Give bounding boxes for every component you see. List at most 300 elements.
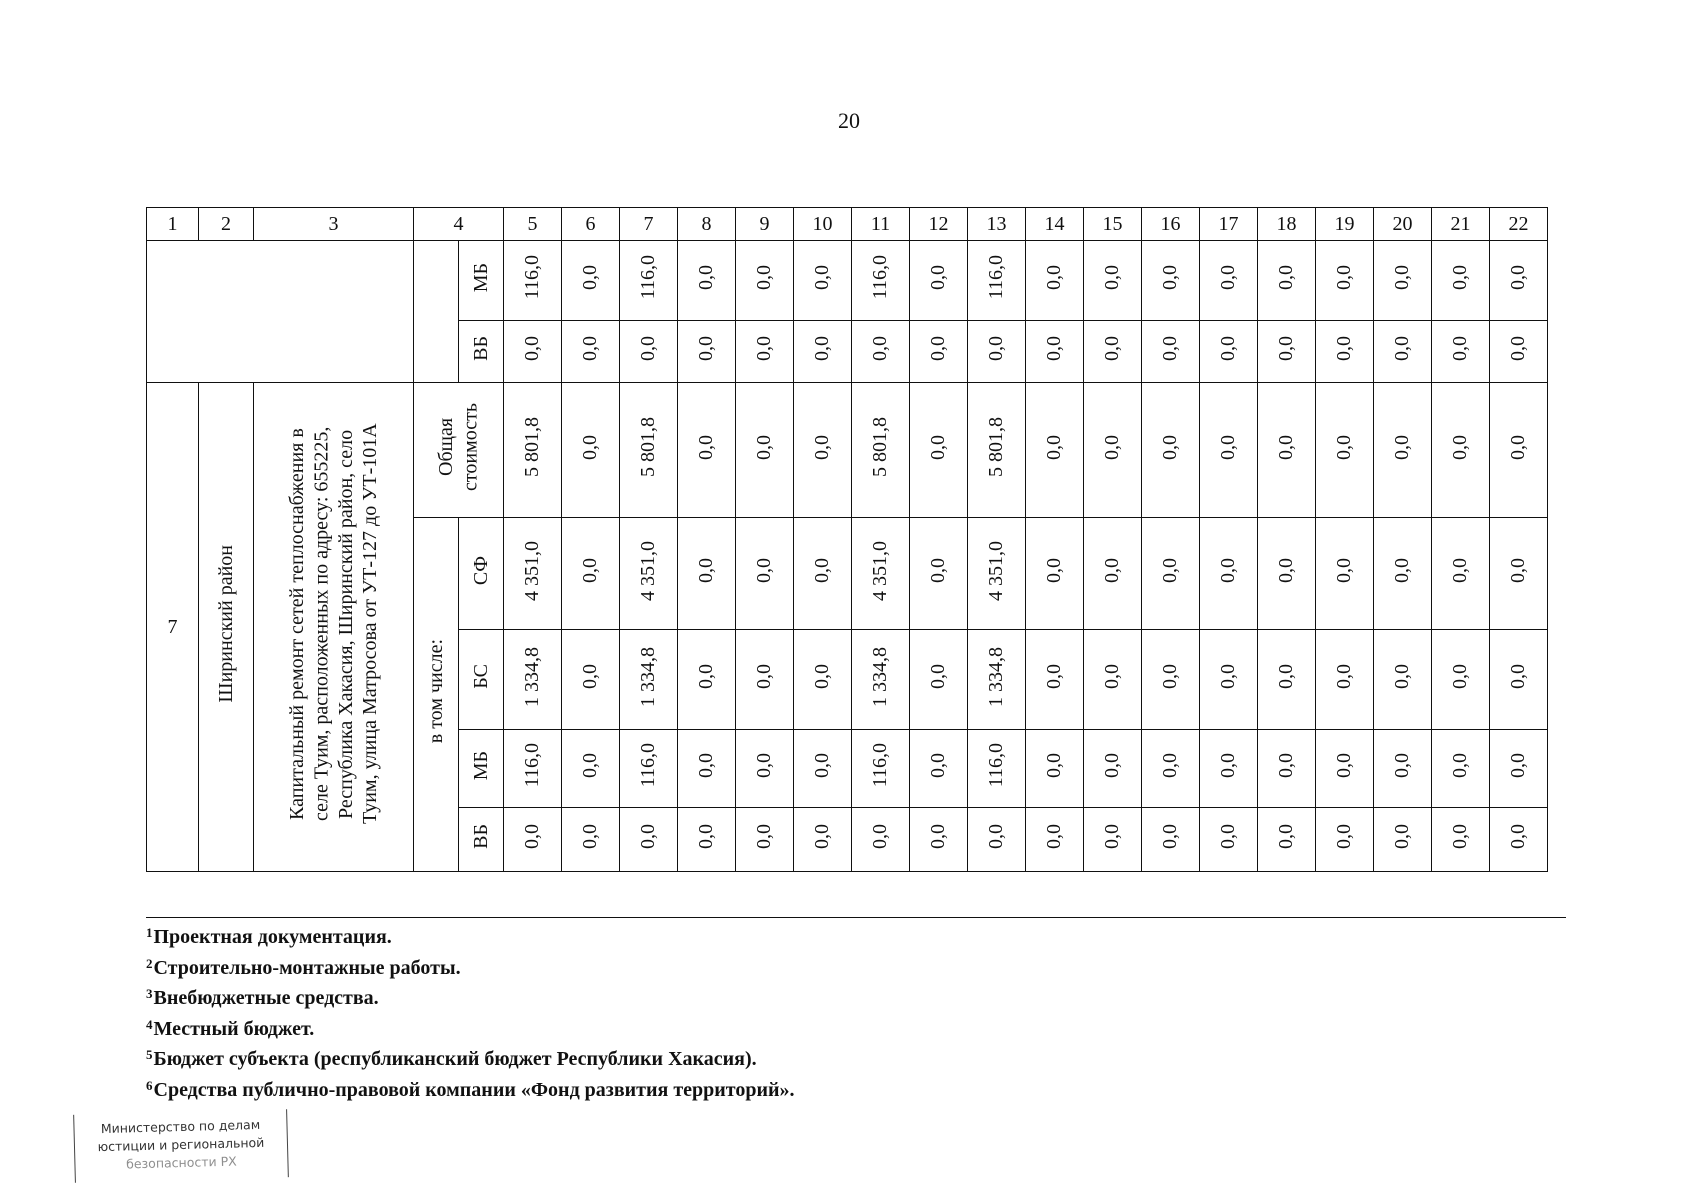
value-cell	[562, 383, 620, 518]
cell-value: 0,0	[1275, 664, 1297, 689]
cell-value: 0,0	[1391, 265, 1413, 290]
value-cell	[910, 730, 968, 808]
cell-value: 0,0	[1217, 753, 1239, 778]
cell-value: 0,0	[1333, 664, 1355, 689]
value-cell	[620, 518, 678, 630]
cell-value: 0,0	[1275, 336, 1297, 361]
column-header: 12	[910, 208, 968, 241]
column-header: 7	[620, 208, 678, 241]
funding-label-cell	[459, 630, 504, 730]
footnote-mark: 4	[146, 1016, 153, 1032]
value-cell	[852, 630, 910, 730]
value-cell	[1374, 241, 1432, 321]
value-cell	[736, 383, 794, 518]
cell-value: 0,0	[869, 336, 891, 361]
funding-label-cell	[459, 518, 504, 630]
cell-value: 0,0	[1101, 336, 1123, 361]
column-header: 10	[794, 208, 852, 241]
cell-value: 1 334,8	[985, 646, 1007, 707]
cell-value: 0,0	[1449, 265, 1471, 290]
value-cell	[910, 321, 968, 383]
value-cell	[620, 730, 678, 808]
value-cell	[1258, 383, 1316, 518]
cell-value: 0,0	[695, 664, 717, 689]
cell-value: 0,0	[753, 434, 775, 460]
cell-value: 0,0	[1043, 753, 1065, 778]
value-cell	[910, 808, 968, 872]
cell-value: 0,0	[1507, 753, 1529, 778]
cell-value: 0,0	[1101, 265, 1123, 290]
footnote-mark: 2	[146, 955, 153, 971]
funding-label: ВБ	[469, 336, 492, 361]
funding-label-cell	[459, 730, 504, 808]
cell-value: 0,0	[1333, 824, 1355, 849]
cell-value: 0,0	[927, 434, 949, 460]
value-cell	[1200, 383, 1258, 518]
column-header: 1	[147, 208, 199, 241]
footnote-mark: 5	[146, 1047, 153, 1062]
value-cell	[1490, 518, 1548, 630]
value-cell	[794, 383, 852, 518]
cell-value: 0,0	[985, 336, 1007, 361]
cell-value: 0,0	[579, 824, 601, 849]
value-cell	[968, 321, 1026, 383]
value-cell	[678, 518, 736, 630]
table-row	[147, 241, 1548, 321]
column-header: 15	[1084, 208, 1142, 241]
value-cell	[562, 808, 620, 872]
value-cell	[1258, 321, 1316, 383]
funding-label: БС	[469, 664, 492, 689]
cell-value: 0,0	[811, 558, 833, 583]
value-cell	[504, 241, 562, 321]
column-header: 2	[199, 208, 254, 241]
column-header: 3	[254, 208, 414, 241]
stamp-line-3: безопасности РХ	[125, 1153, 237, 1172]
column-header: 11	[852, 208, 910, 241]
value-cell	[1200, 518, 1258, 630]
footnote-text: Внебюджетные средства.	[153, 987, 379, 1009]
value-cell	[1026, 383, 1084, 518]
value-cell	[1026, 518, 1084, 630]
value-cell	[562, 630, 620, 730]
cell-value: 116,0	[869, 743, 891, 788]
value-cell	[1200, 241, 1258, 321]
funding-label: СФ	[469, 555, 492, 586]
value-cell	[1316, 383, 1374, 518]
column-header: 18	[1258, 208, 1316, 241]
ministry-stamp	[73, 1109, 289, 1183]
value-cell	[968, 630, 1026, 730]
cell-value: 0,0	[753, 336, 775, 361]
value-cell	[1316, 321, 1374, 383]
value-cell	[910, 518, 968, 630]
value-cell	[1258, 241, 1316, 321]
cell-value: 0,0	[695, 753, 717, 778]
value-cell	[1316, 518, 1374, 630]
cell-value: 0,0	[927, 558, 949, 583]
funding-label-cell	[459, 808, 504, 872]
value-cell	[1490, 808, 1548, 872]
cell-value: 0,0	[1217, 664, 1239, 689]
value-cell	[504, 630, 562, 730]
cell-value: 0,0	[1391, 558, 1413, 583]
cell-value: 0,0	[869, 824, 891, 849]
total-cost-label: Общая стоимость	[435, 403, 482, 491]
cell-value: 0,0	[1333, 265, 1355, 290]
value-cell	[1142, 241, 1200, 321]
cell-value: 0,0	[1217, 824, 1239, 849]
cell-value: 0,0	[811, 824, 833, 849]
footnote-mark: 1	[146, 925, 153, 940]
footnote	[146, 1073, 795, 1104]
value-cell	[1142, 630, 1200, 730]
cell-value: 0,0	[1217, 336, 1239, 361]
footnotes	[146, 920, 795, 1103]
value-cell	[1374, 730, 1432, 808]
value-cell	[968, 383, 1026, 518]
column-header: 13	[968, 208, 1026, 241]
cell-value: 0,0	[1449, 824, 1471, 849]
value-cell	[504, 518, 562, 630]
value-cell	[852, 808, 910, 872]
footnote-text: Строительно-монтажные работы.	[153, 956, 461, 979]
funding-label-cell	[459, 241, 504, 321]
including-label-cell	[414, 518, 459, 872]
cell-value: 0,0	[1101, 824, 1123, 849]
footnote-text: Средства публично-правовой компании «Фонд развития территорий».	[153, 1078, 795, 1101]
value-cell	[1490, 630, 1548, 730]
value-cell	[1432, 630, 1490, 730]
value-cell	[736, 808, 794, 872]
cell-value: 0,0	[1217, 434, 1239, 460]
cell-value: 0,0	[695, 336, 717, 361]
cell-value: 1 334,8	[637, 646, 659, 707]
value-cell	[1316, 630, 1374, 730]
table-row-total	[147, 383, 1548, 518]
value-cell	[736, 321, 794, 383]
value-cell	[562, 321, 620, 383]
cell-value: 0,0	[1391, 336, 1413, 361]
value-cell	[1432, 808, 1490, 872]
value-cell	[1432, 730, 1490, 808]
value-cell	[968, 808, 1026, 872]
footnote-mark: 6	[146, 1077, 153, 1093]
cell-value: 0,0	[1449, 336, 1471, 361]
stamp-line-1: Министерство по делам	[100, 1116, 261, 1137]
funding-label: МБ	[469, 262, 492, 293]
value-cell	[1026, 321, 1084, 383]
cell-value: 0,0	[1507, 336, 1529, 361]
cell-value: 0,0	[1275, 265, 1297, 290]
cell-value: 0,0	[579, 753, 601, 778]
value-cell	[910, 383, 968, 518]
value-cell	[1432, 321, 1490, 383]
cell-value: 0,0	[753, 558, 775, 583]
column-header: 21	[1432, 208, 1490, 241]
value-cell	[504, 808, 562, 872]
value-cell	[678, 630, 736, 730]
funding-label: ВБ	[469, 824, 492, 849]
value-cell	[1026, 630, 1084, 730]
value-cell	[1374, 630, 1432, 730]
cell-value: 0,0	[579, 434, 601, 460]
value-cell	[1490, 321, 1548, 383]
budget-table	[146, 207, 1548, 872]
cell-value: 0,0	[1391, 753, 1413, 778]
cell-value: 0,0	[695, 824, 717, 849]
cell-value: 0,0	[1275, 824, 1297, 849]
cell-value: 0,0	[811, 434, 833, 460]
cell-value: 5 801,8	[637, 417, 659, 477]
value-cell	[968, 730, 1026, 808]
value-cell	[852, 241, 910, 321]
value-cell	[1084, 518, 1142, 630]
value-cell	[1084, 321, 1142, 383]
value-cell	[1026, 241, 1084, 321]
cell-value: 0,0	[1507, 434, 1529, 460]
cell-value: 0,0	[753, 265, 775, 290]
cell-value: 0,0	[1507, 664, 1529, 689]
cell-value: 0,0	[1391, 664, 1413, 689]
value-cell	[1432, 241, 1490, 321]
cell-value: 0,0	[521, 336, 543, 361]
funding-label-cell	[459, 321, 504, 383]
value-cell	[852, 321, 910, 383]
cell-value: 116,0	[985, 255, 1007, 300]
value-cell	[1432, 383, 1490, 518]
cell-value: 0,0	[927, 336, 949, 361]
value-cell	[678, 730, 736, 808]
footnote-rule	[146, 917, 1566, 918]
cell-value: 5 801,8	[869, 417, 891, 477]
value-cell	[678, 321, 736, 383]
cell-value: 0,0	[811, 664, 833, 689]
cell-value: 116,0	[869, 255, 891, 300]
column-header: 20	[1374, 208, 1432, 241]
value-cell	[1142, 518, 1200, 630]
cell-value: 0,0	[1159, 434, 1181, 460]
footnote	[146, 1042, 795, 1073]
cell-value: 0,0	[1101, 558, 1123, 583]
cell-value: 0,0	[1217, 265, 1239, 290]
value-cell	[1084, 808, 1142, 872]
value-cell	[1026, 730, 1084, 808]
cell-value: 0,0	[1449, 558, 1471, 583]
value-cell	[1490, 241, 1548, 321]
project-description: Капитальный ремонт сетей теплоснабжения в селе Туим, расположенных по адресу: 655225, Республика Хакасия, Ширинский район, село Туим, улица Матросова от УТ-127 до УТ-101А	[285, 423, 381, 825]
value-cell	[794, 321, 852, 383]
footnote	[146, 981, 795, 1012]
cell-value: 116,0	[521, 743, 543, 788]
blank-cell	[147, 241, 414, 383]
value-cell	[1258, 630, 1316, 730]
cell-value: 0,0	[1391, 434, 1413, 460]
funding-label: МБ	[469, 750, 492, 781]
stamp-line-2: юстиции и региональной	[97, 1134, 265, 1155]
cell-value: 116,0	[637, 255, 659, 300]
value-cell	[1316, 241, 1374, 321]
cell-value: 0,0	[1101, 753, 1123, 778]
value-cell	[562, 518, 620, 630]
cell-value: 0,0	[1333, 336, 1355, 361]
cell-value: 116,0	[521, 255, 543, 300]
cell-value: 4 351,0	[637, 540, 659, 601]
column-header: 5	[504, 208, 562, 241]
cell-value: 4 351,0	[521, 540, 543, 601]
value-cell	[678, 808, 736, 872]
cell-value: 0,0	[753, 824, 775, 849]
cell-value: 0,0	[1217, 558, 1239, 583]
column-header: 17	[1200, 208, 1258, 241]
cell-value: 0,0	[1159, 558, 1181, 583]
cell-value: 0,0	[1275, 558, 1297, 583]
cell-value: 0,0	[1043, 434, 1065, 460]
cell-value: 0,0	[1159, 336, 1181, 361]
value-cell	[852, 730, 910, 808]
cell-value: 0,0	[579, 265, 601, 290]
blank-cell	[414, 241, 459, 383]
cell-value: 0,0	[1333, 434, 1355, 460]
cell-value: 0,0	[1507, 824, 1529, 849]
total-label-cell	[414, 383, 504, 518]
cell-value: 0,0	[1449, 434, 1471, 460]
cell-value: 0,0	[927, 753, 949, 778]
cell-value: 0,0	[753, 753, 775, 778]
cell-value: 0,0	[927, 265, 949, 290]
cell-value: 0,0	[1101, 664, 1123, 689]
value-cell	[968, 241, 1026, 321]
value-cell	[794, 808, 852, 872]
footnote	[146, 920, 795, 951]
cell-value: 0,0	[1391, 824, 1413, 849]
value-cell	[1142, 383, 1200, 518]
value-cell	[562, 730, 620, 808]
cell-value: 0,0	[695, 265, 717, 290]
cell-value: 0,0	[1507, 265, 1529, 290]
cell-value: 0,0	[1043, 824, 1065, 849]
value-cell	[620, 241, 678, 321]
cell-value: 0,0	[1333, 753, 1355, 778]
cell-value: 0,0	[1101, 434, 1123, 460]
value-cell	[1142, 808, 1200, 872]
footnote	[146, 951, 795, 982]
cell-value: 0,0	[695, 434, 717, 460]
cell-value: 0,0	[1449, 664, 1471, 689]
value-cell	[1200, 808, 1258, 872]
cell-value: 0,0	[1507, 558, 1529, 583]
cell-value: 0,0	[811, 336, 833, 361]
value-cell	[1084, 630, 1142, 730]
value-cell	[620, 321, 678, 383]
value-cell	[1258, 808, 1316, 872]
value-cell	[794, 241, 852, 321]
cell-value: 0,0	[1159, 824, 1181, 849]
cell-value: 0,0	[1159, 265, 1181, 290]
cell-value: 5 801,8	[985, 417, 1007, 477]
value-cell	[1200, 321, 1258, 383]
column-header: 22	[1490, 208, 1548, 241]
column-header: 19	[1316, 208, 1374, 241]
district-cell	[199, 383, 254, 872]
cell-value: 0,0	[753, 664, 775, 689]
value-cell	[678, 383, 736, 518]
cell-value: 0,0	[1043, 664, 1065, 689]
value-cell	[910, 241, 968, 321]
value-cell	[736, 241, 794, 321]
value-cell	[852, 518, 910, 630]
cell-value: 0,0	[1159, 664, 1181, 689]
value-cell	[1200, 630, 1258, 730]
cell-value: 5 801,8	[521, 417, 543, 477]
value-cell	[1026, 808, 1084, 872]
column-header: 16	[1142, 208, 1200, 241]
cell-value: 1 334,8	[521, 646, 543, 707]
cell-value: 4 351,0	[869, 540, 891, 601]
cell-value: 1 334,8	[869, 646, 891, 707]
cell-value: 0,0	[1043, 558, 1065, 583]
column-header: 6	[562, 208, 620, 241]
cell-value: 0,0	[579, 336, 601, 361]
value-cell	[620, 808, 678, 872]
value-cell	[910, 630, 968, 730]
value-cell	[1374, 518, 1432, 630]
column-header: 4	[414, 208, 504, 241]
value-cell	[1258, 730, 1316, 808]
column-header: 8	[678, 208, 736, 241]
value-cell	[504, 730, 562, 808]
value-cell	[968, 518, 1026, 630]
cell-value: 0,0	[985, 824, 1007, 849]
value-cell	[1316, 808, 1374, 872]
footnote-mark: 3	[146, 986, 153, 1001]
value-cell	[504, 321, 562, 383]
footnote-text: Местный бюджет.	[153, 1017, 315, 1040]
description-cell	[254, 383, 414, 872]
value-cell	[794, 630, 852, 730]
value-cell	[562, 241, 620, 321]
value-cell	[1490, 383, 1548, 518]
cell-value: 0,0	[579, 558, 601, 583]
value-cell	[1084, 383, 1142, 518]
cell-value: 0,0	[695, 558, 717, 583]
column-header: 9	[736, 208, 794, 241]
cell-value: 0,0	[1159, 753, 1181, 778]
cell-value: 116,0	[637, 743, 659, 788]
cell-value: 0,0	[1275, 434, 1297, 460]
value-cell	[736, 518, 794, 630]
cell-value: 0,0	[1449, 753, 1471, 778]
value-cell	[1142, 321, 1200, 383]
footnote-text: Бюджет субъекта (республиканский бюджет Республики Хакасия).	[153, 1048, 757, 1070]
page-number: 20	[838, 108, 860, 133]
cell-value: 0,0	[579, 664, 601, 689]
header-row	[147, 208, 1548, 241]
value-cell	[678, 241, 736, 321]
value-cell	[1084, 730, 1142, 808]
value-cell	[736, 730, 794, 808]
footnote	[146, 1012, 795, 1043]
including-label: в том числе:	[424, 639, 447, 744]
district-name: Ширинский район	[214, 545, 237, 703]
value-cell	[1374, 383, 1432, 518]
cell-value: 116,0	[985, 743, 1007, 788]
cell-value: 0,0	[1043, 265, 1065, 290]
value-cell	[1200, 730, 1258, 808]
value-cell	[1316, 730, 1374, 808]
cell-value: 0,0	[1275, 753, 1297, 778]
value-cell	[1084, 241, 1142, 321]
